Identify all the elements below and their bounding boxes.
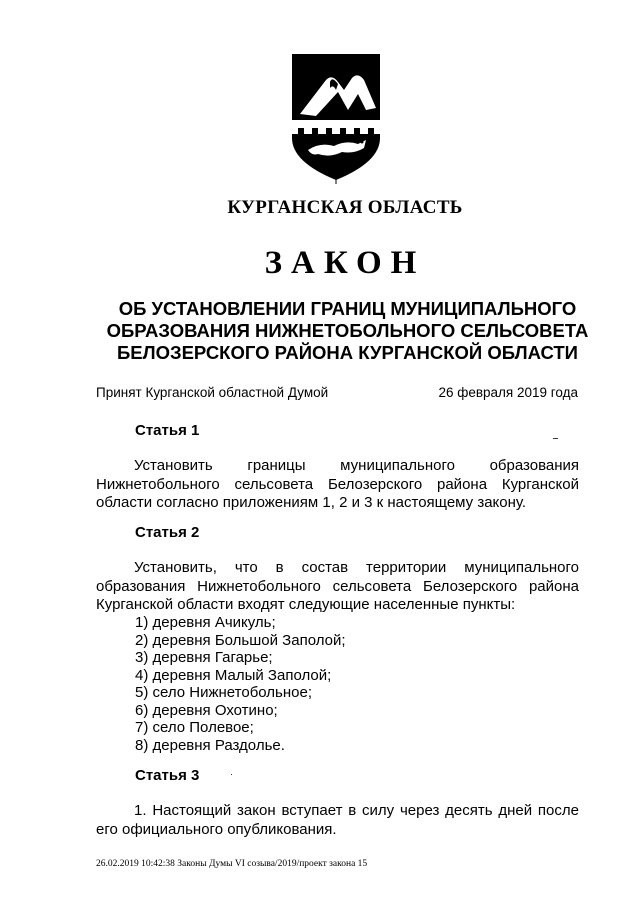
article-1-text: Установить границы муниципального образования Нижнетобольного сельсовета Белозерского района Курганской области согласно приложениям 1, 2 и 3 к настоящему закону. (96, 457, 579, 511)
article-2-text: Установить, что в состав территории муниципального образования Нижнетобольного сельсовета Белозерского района Курганской области входят следующие населенные пункты: (96, 559, 579, 613)
law-subject-title (60, 298, 635, 364)
list-item: 5) село Нижнетобольное; (135, 684, 313, 701)
scan-speck (231, 774, 232, 775)
document-type-title: ЗАКОН (264, 245, 426, 281)
list-item: 1) деревня Ачикуль; (135, 614, 276, 631)
article-2-heading: Статья 2 (135, 524, 200, 541)
region-title: КУРГАНСКАЯ ОБЛАСТЬ (227, 197, 463, 218)
adoption-date: 26 февраля 2019 года (438, 385, 578, 400)
list-item: 7) село Полевое; (135, 719, 254, 736)
document-footer: 26.02.2019 10:42:38 Законы Думы VI созыва/2019/проект закона 15 (96, 859, 368, 869)
list-item: 2) деревня Большой Заполой; (135, 631, 346, 649)
list-item: 4) деревня Малый Заполой; (135, 666, 332, 684)
scan-speck (553, 438, 558, 439)
article-1-heading: Статья 1 (135, 422, 200, 439)
law-subject-line: БЕЛОЗЕРСКОГО РАЙОНА КУРГАНСКОЙ ОБЛАСТИ (117, 342, 578, 363)
coat-of-arms-icon (286, 50, 386, 185)
adopted-by: Принят Курганской областной Думой (96, 385, 329, 400)
article-3-text: 1. Настоящий закон вступает в силу через десять дней после его официального опубликования. (96, 802, 579, 838)
settlements-list (135, 614, 346, 754)
law-subject-line: ОБ УСТАНОВЛЕНИИ ГРАНИЦ МУНИЦИПАЛЬНОГО (118, 298, 577, 319)
list-item: 8) деревня Раздолье. (135, 736, 285, 754)
list-item: 6) деревня Охотино; (135, 701, 278, 719)
law-subject-line: ОБРАЗОВАНИЯ НИЖНЕТОБОЛЬНОГО СЕЛЬСОВЕТА (106, 320, 589, 341)
list-item: 3) деревня Гагарье; (135, 649, 273, 666)
article-3-heading: Статья 3 (135, 767, 200, 784)
